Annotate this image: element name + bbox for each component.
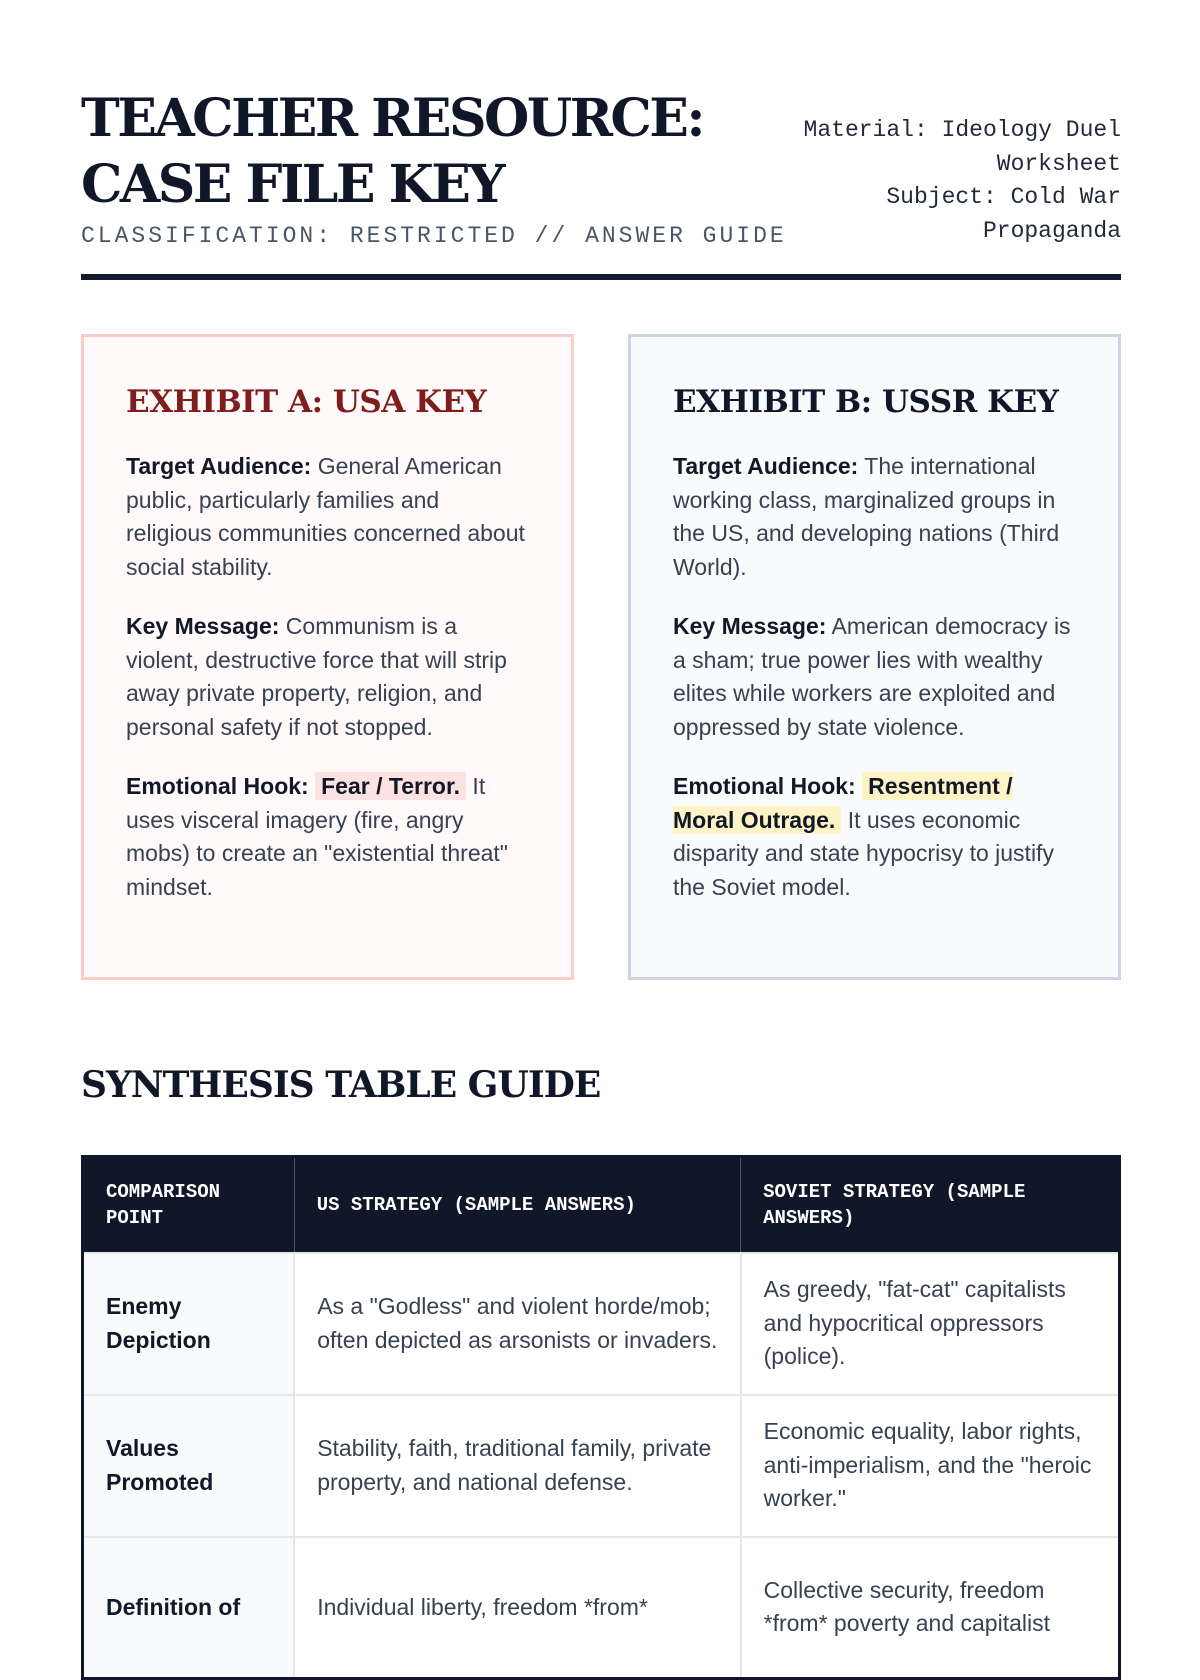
comparison-point: Definition of (83, 1537, 295, 1679)
column-header: SOVIET STRATEGY (SAMPLE ANSWERS) (741, 1157, 1120, 1253)
meta-line: Propaganda (982, 217, 1121, 244)
us-strategy-cell: Stability, faith, traditional family, private property, and national defense. (294, 1395, 740, 1537)
title-line-2: CASE FILE KEY (81, 154, 504, 215)
soviet-strategy-cell: Economic equality, labor rights, anti-imperialism, and the "heroic worker." (741, 1395, 1120, 1537)
soviet-strategy-cell: As greedy, "fat-cat" capitalists and hypocritical oppressors (police). (741, 1253, 1120, 1395)
exhibit-b-card (628, 334, 1121, 980)
exhibit-a-message (126, 610, 531, 744)
meta-line: Subject: Cold War (886, 184, 1121, 210)
table-row (83, 1395, 1120, 1537)
material-meta (804, 114, 1121, 248)
exhibit-a-title: EXHIBIT A: USA KEY (126, 384, 487, 420)
message-text: American democracy is a sham; true power lies with wealthy elites while workers are exploited and oppressed by state violence. (673, 613, 1071, 740)
synthesis-title: SYNTHESIS TABLE GUIDE (81, 1064, 601, 1106)
classification-label: CLASSIFICATION: RESTRICTED // ANSWER GUIDE (81, 223, 787, 249)
title-line-1: TEACHER RESOURCE: (81, 88, 704, 149)
exhibit-a-card (81, 334, 574, 980)
exhibit-b-audience (673, 450, 1078, 584)
meta-line: Material: Ideology Duel (803, 117, 1121, 143)
message-text: Communism is a violent, destructive force that will strip away private property, religion, and personal safety if not stopped. (126, 613, 507, 740)
audience-label: Target Audience: (673, 453, 859, 479)
soviet-strategy-cell: Collective security, freedom *from* poverty and capitalist (741, 1537, 1120, 1679)
exhibit-b-hook (673, 770, 1078, 904)
exhibit-a-hook (126, 770, 531, 904)
hook-text: It uses visceral imagery (fire, angry mobs) to create an "existential threat" mindset. (126, 773, 508, 900)
us-strategy-cell: As a "Godless" and violent horde/mob; often depicted as arsonists or invaders. (294, 1253, 740, 1395)
comparison-point: Enemy Depiction (83, 1253, 295, 1395)
page-header (81, 86, 1121, 280)
meta-line: Worksheet (996, 150, 1121, 177)
exhibit-b-message (673, 610, 1078, 744)
table-row (83, 1253, 1120, 1395)
column-header: US STRATEGY (SAMPLE ANSWERS) (294, 1157, 740, 1253)
message-label: Key Message: (126, 613, 280, 639)
synthesis-table (81, 1155, 1121, 1680)
message-label: Key Message: (673, 613, 827, 639)
audience-text: General American public, particularly families and religious communities concerned about social stability. (126, 453, 525, 580)
table-header-row (83, 1157, 1120, 1253)
comparison-point: Values Promoted (83, 1395, 295, 1537)
us-strategy-cell: Individual liberty, freedom *from* (294, 1537, 740, 1679)
hook-text: It uses economic disparity and state hypocrisy to justify the Soviet model. (673, 806, 1054, 900)
hook-label: Emotional Hook: (126, 773, 309, 799)
table-row (83, 1537, 1120, 1679)
audience-label: Target Audience: (126, 453, 312, 479)
exhibit-b-title: EXHIBIT B: USSR KEY (673, 384, 1059, 420)
hook-highlight: Resentment / Moral Outrage. (673, 773, 1013, 833)
exhibit-a-audience (126, 450, 531, 584)
hook-highlight: Fear / Terror. (315, 772, 466, 800)
hook-label: Emotional Hook: (673, 773, 856, 799)
audience-text: The international working class, marginalized groups in the US, and developing nations (Third World). (673, 453, 1060, 580)
column-header: COMPARISON POINT (83, 1157, 295, 1253)
